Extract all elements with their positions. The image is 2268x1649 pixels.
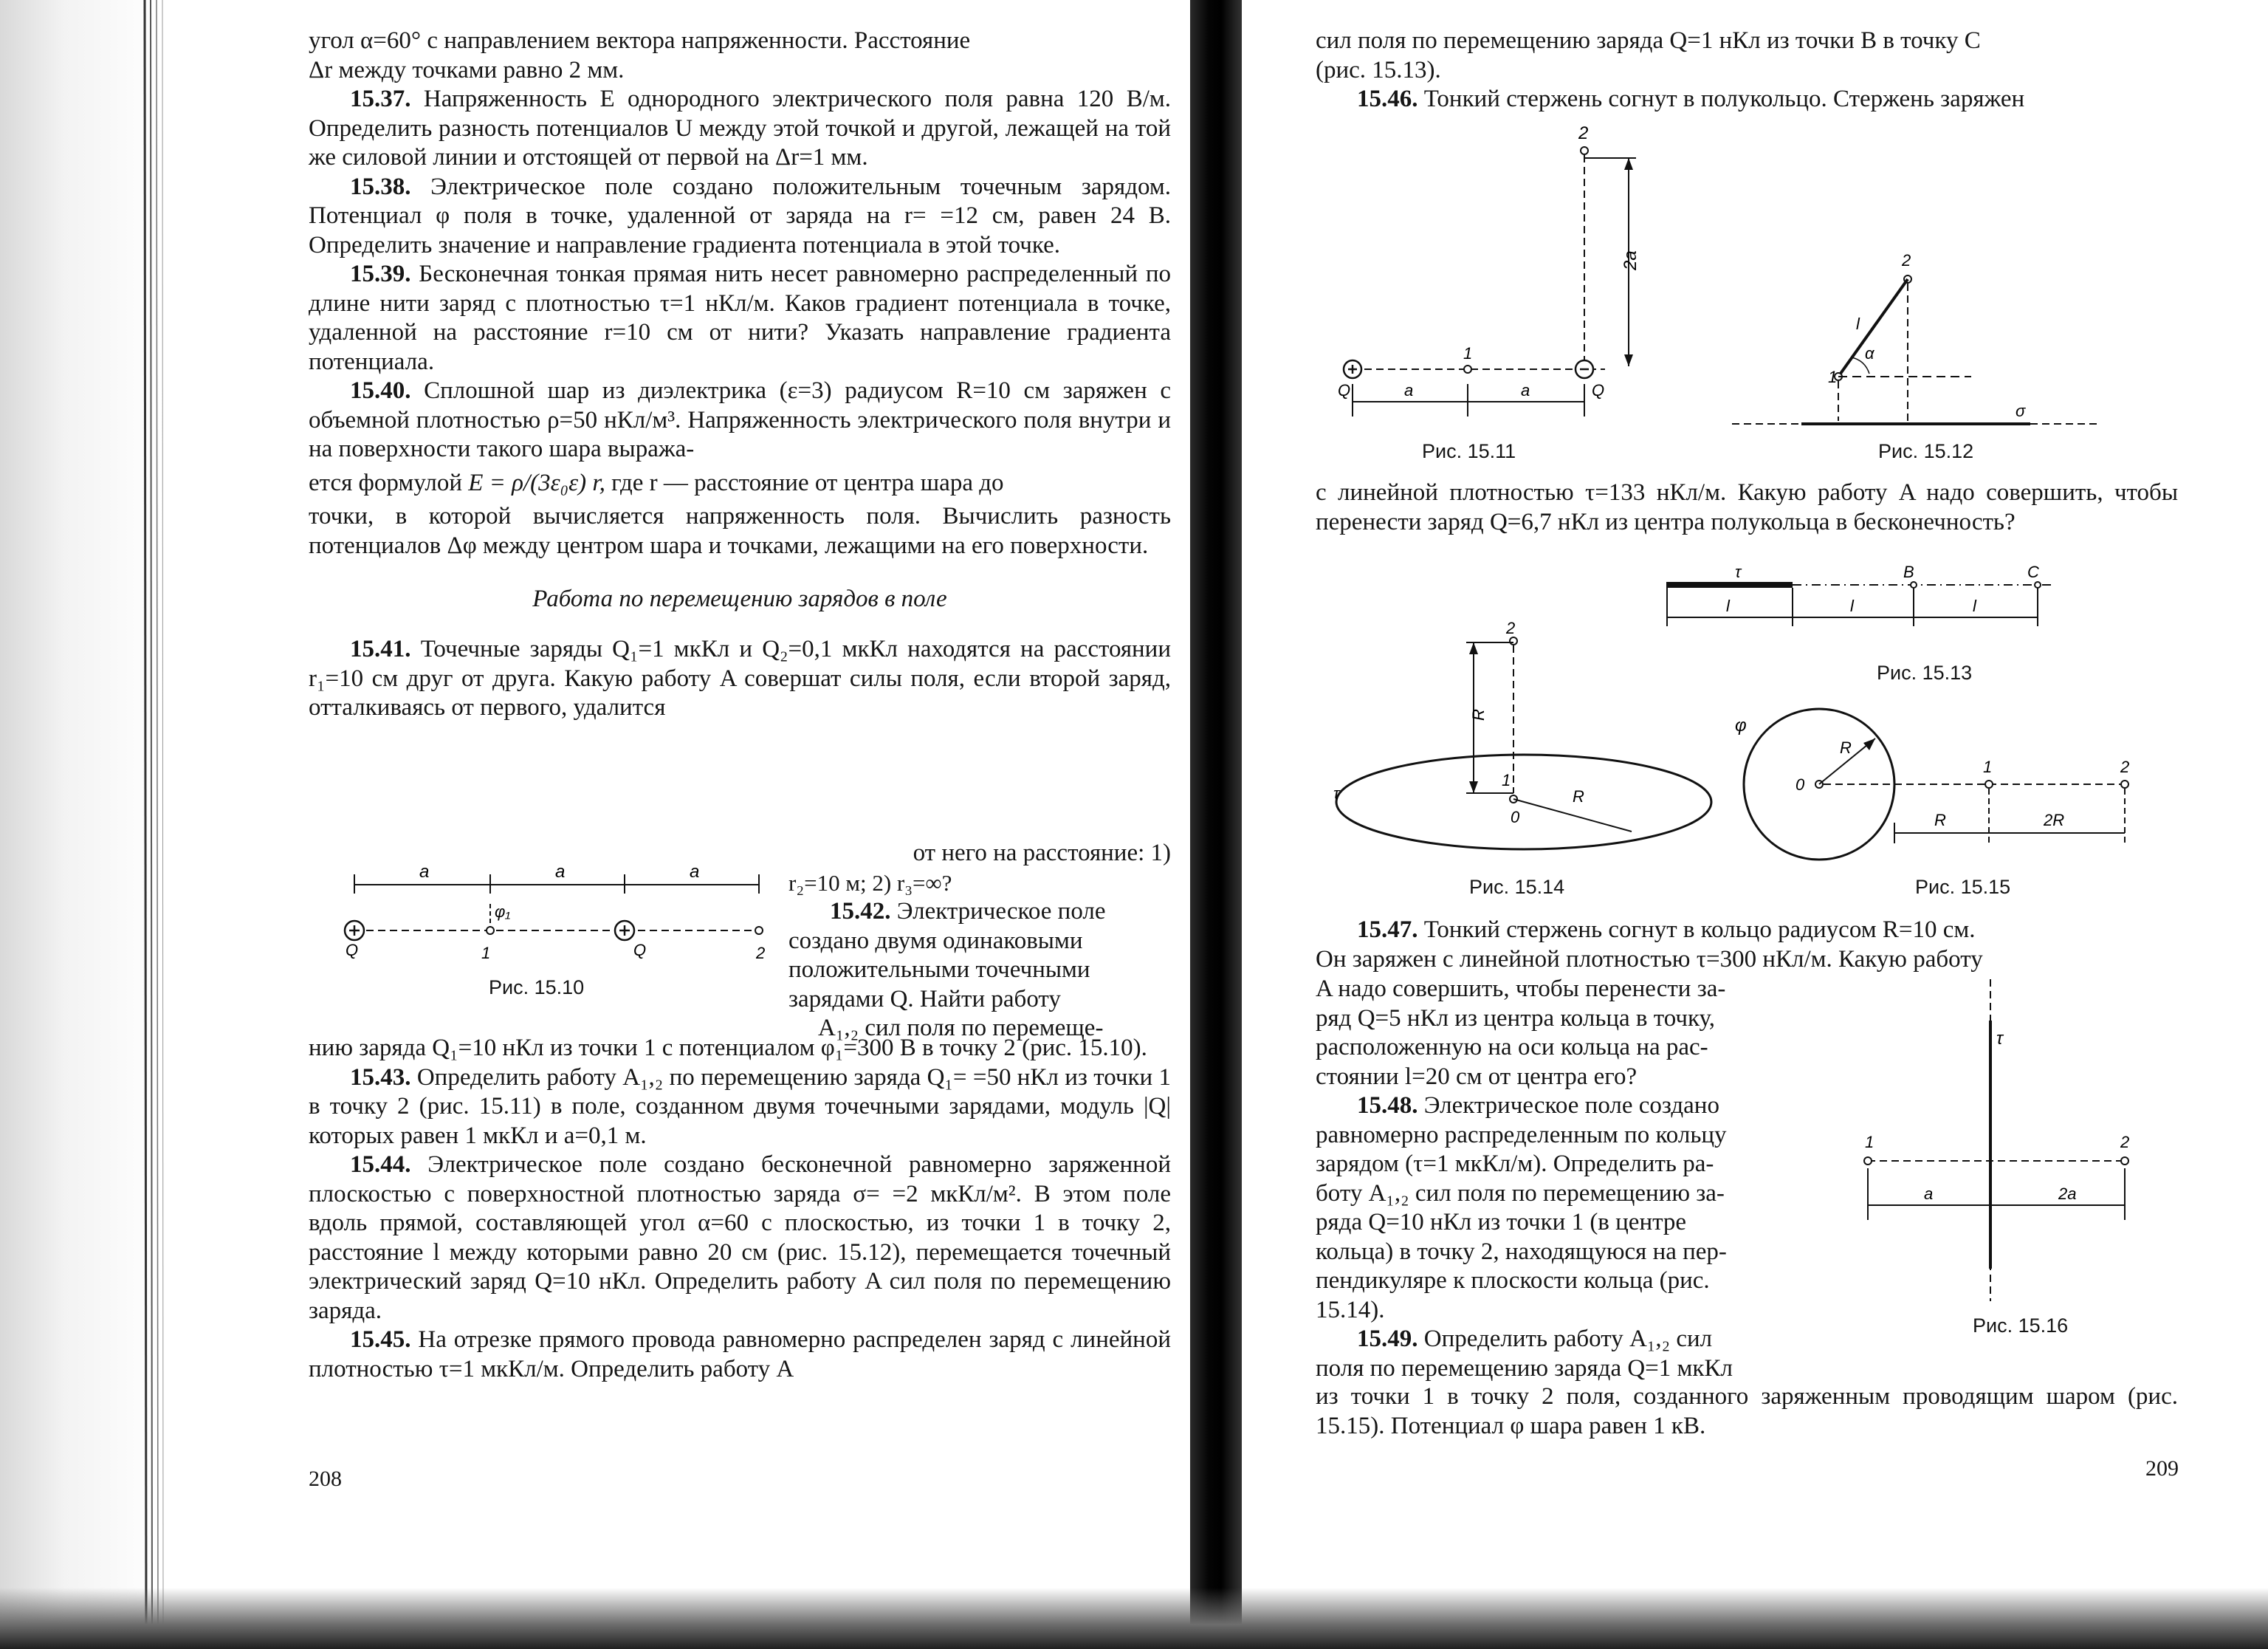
text-line: угол α=60° с направлением вектора напряженности. Расстояние [309,27,971,54]
problem-15-44 [309,1151,1171,1326]
text-line: равномерно распределенным по кольцу [1316,1121,1727,1148]
page-number: 209 [2145,1456,2179,1481]
label-q: Q [1592,381,1605,400]
label-point-2: 2 [1506,619,1516,637]
label-q: Q [346,941,359,959]
wrap-text-15-47-49 [1316,975,1840,1383]
figure-15-12 [1720,244,2104,436]
label-point-0: 0 [1511,808,1520,826]
label-b: B [1903,563,1914,581]
text-line: зарядом (τ=1 мкКл/м). Определить ра- [1316,1151,1714,1177]
text-line: сил поля по перемещению заряда Q=1 нКл из точки B в точку C [1316,27,1981,54]
label-alpha: α [1865,344,1874,363]
label-point-0: 0 [1796,775,1805,794]
problem-number: 15.38. [350,173,411,200]
label-q: Q [1338,381,1351,400]
problem-number: 15.39. [350,261,411,287]
figure-15-13 [1663,557,2076,645]
bottom-shadow [0,1588,2268,1649]
label-r: R [1573,787,1584,806]
problem-text: Напряженность E однородного электрического поля равна 120 В/м. Определить разность потенциалов U между этой точкой и другой, лежащей на той же силовой линии и отстоящей от первой на Δr=1 мм. [309,86,1171,171]
dim-label-a: a [690,862,700,882]
text-line: стоянии l=20 см от центра его? [1316,1063,1638,1090]
figure-15-11 [1330,118,1640,443]
dim-label-l: l [1973,597,1976,615]
text-line: расположенную на оси кольца на рас- [1316,1034,1708,1060]
text-line: от него на расстояние: 1) [913,840,1171,866]
label-point-2: 2 [1578,123,1589,143]
label-phi: φ [1735,716,1747,736]
dim-label-a: a [419,862,430,882]
figure-caption: Рис. 15.10 [489,976,585,998]
dim-label-l: l [1850,597,1854,615]
label-point-2: 2 [756,944,766,962]
page-number: 208 [309,1467,342,1491]
label-tau: τ [1735,563,1742,581]
label-tau: τ [1996,1029,2003,1049]
text-line: Δr между точками равно 2 мм. [309,56,625,83]
formula: E = ρ/(3ε₀ε) r, [468,469,605,496]
page-edge-lines [140,0,170,1649]
problem-15-45 [309,1326,1171,1384]
formula-suffix: где r — расстояние от центра шара до [611,469,1004,496]
label-point-1: 1 [1463,344,1473,363]
text-line: нию заряда Q₁=10 нКл из точки 1 с потенциалом φ₁=300 В в точку 2 (рис. 15.10). [309,1035,1147,1061]
problem-number: 15.42. [830,898,891,925]
label-tau: τ [1333,784,1340,803]
problem-text: Сплошной шар из диэлектрика (ε=3) радиусом R=10 см заряжен с объемной плотностью ρ=50 нКл/м³. Напряженность электрического поля внутри и на поверхности такого шара выража- [309,377,1172,462]
problem-text: На отрезке прямого провода равномерно распределен заряд с линейной плотностью τ=1 мкКл/м. Определить работу A [309,1326,1172,1382]
label-q: Q [633,941,647,959]
label-l: l [1856,315,1860,333]
problem-text: Электрическое поле создано положительным точечным зарядом. Потенциал φ поля в точке, удаленной от заряда на r= =12 см, равен 24 В. Определить значение и направление градиента потенциала в этой точке. [309,173,1171,258]
figure-caption: Рис. 15.15 [1915,876,2011,898]
figure-15-14 [1330,607,1714,858]
text-line: (рис. 15.13). [1316,56,1441,83]
formula-line [309,469,1171,498]
label-r: R [1840,738,1852,757]
figure-15-15 [1729,693,2142,870]
label-point-1: 1 [1502,771,1511,789]
label-point-1: 1 [1983,758,1993,776]
text-line: боту A₁,₂ сил поля по перемещению за- [1316,1179,1725,1207]
figure-caption: Рис. 15.13 [1877,662,1973,684]
problem-15-42 [788,897,1171,927]
problem-number: 15.43. [350,1063,411,1091]
text-line: Он заряжен с линейной плотностью τ=300 нКл/м. Какую работу [1316,945,1983,973]
figure-caption: Рис. 15.16 [1973,1314,2069,1337]
text-line: кольца) в точку 2, находящуюся на пер- [1316,1238,1727,1265]
section-title: Работа по перемещению зарядов в поле [532,586,947,612]
text-line: ряд Q=5 нКл из центра кольца в точку, [1316,1004,1716,1032]
text-line: зарядами Q. Найти работу [788,985,1061,1012]
text-line: Электрическое поле [896,898,1106,925]
page-edge-shadow [0,0,162,1649]
problem-number: 15.37. [350,86,411,112]
problem-text: из точки 1 в точку 2 поля, созданного заряженным проводящим шаром (рис. 15.15). Потенциал φ шара равен 1 кВ. [1316,1383,2178,1439]
problem-15-39 [309,260,1171,377]
problem-text: с линейной плотностью τ=133 нКл/м. Какую работу A надо совершить, чтобы перенести заряд Q=6,7 нКл из центра полукольца в бесконечность? [1316,479,2178,535]
problem-15-41 [309,635,1171,723]
text-line: Электрическое поле создано [1423,1092,1719,1119]
dim-label-r: R [1934,811,1946,829]
formula-prefix: ется формулой [309,469,462,496]
text-line: пендикуляре к плоскости кольца (рис. [1316,1267,1710,1294]
problem-15-43 [309,1063,1171,1151]
text-line: поля по перемещению заряда Q=1 мкКл [1316,1354,1733,1382]
problem-number: 15.45. [350,1326,411,1353]
problem-text: Электрическое поле создано бесконечной равномерно заряженной плоскостью с поверхностной плотностью заряда σ= =2 мкКл/м². В этом поле вдоль прямой, составляющей угол α=60 с плоскостью, из точки 1 в точку 2, расстояние l между которыми равно 20 см (рис. 15.12), перемещается точечный электрический заряд Q=10 нКл. Определить работу A сил поля по перемещению заряда. [309,1151,1171,1324]
problem-text: Тонкий стержень согнут в полукольцо. Стержень заряжен [1423,86,2025,112]
label-sigma: σ [2016,402,2026,420]
problem-number: 15.48. [1357,1092,1418,1119]
book-gutter [1190,0,1242,1649]
label-point-2: 2 [1902,251,1911,270]
dim-label-2a: 2a [1621,250,1640,270]
label-point-2: 2 [2120,1133,2130,1151]
text-line: положительными точечными [788,956,1090,983]
dim-label-a: a [1924,1185,1934,1203]
dim-label-l: l [1726,597,1730,615]
problem-15-40 [309,377,1171,464]
dim-label-2a: 2a [2058,1185,2077,1203]
problem-text: Бесконечная тонкая прямая нить несет равномерно распределенный по длине нити заряд с плотностью τ=1 нКл/м. Каков градиент потенциала в точке, удаленной на расстояние r=10 см от нити? Указать направление градиента потенциала. [309,261,1172,375]
problem-number: 15.49. [1357,1326,1418,1352]
dim-label-2r: 2R [2044,811,2065,829]
text-line: A₁,₂ сил поля по перемеще- [818,1015,1104,1041]
label-point-1: 1 [481,944,491,962]
label-c: C [2027,563,2039,581]
figure-caption: Рис. 15.12 [1878,440,1974,462]
text-line: Тонкий стержень согнут в кольцо радиусом R=10 см. [1423,916,1976,943]
problem-15-37 [309,85,1171,173]
problem-15-46 [1316,85,2178,114]
problem-number: 15.44. [350,1151,411,1178]
problem-15-48 [1316,1091,1840,1121]
figure-caption: Рис. 15.11 [1422,440,1516,462]
problem-15-49 [1316,1325,1840,1354]
label-point-2: 2 [2120,758,2130,776]
label-point-1: 1 [1828,368,1838,386]
text-line: 15.14). [1316,1296,1385,1323]
problem-number: 15.40. [350,377,411,404]
dim-label-r: R [1469,709,1488,721]
text-line: ряда Q=10 нКл из точки 1 (в центре [1316,1209,1687,1235]
label-point-1: 1 [1865,1133,1874,1151]
problem-15-47 [1316,916,2178,945]
problem-text: Определить работу A₁,₂ по перемещению заряда Q₁= =50 нКл из точки 1 в точку 2 (рис. 15.11) в поле, созданном двумя точечными зарядами, модуль |Q| которых равен 1 мкКл и a=0,1 м. [309,1063,1172,1149]
text-line: Определить работу A₁,₂ сил [1423,1326,1713,1352]
problem-number: 15.41. [350,636,411,662]
figure-caption: Рис. 15.14 [1469,876,1565,898]
dim-label-a: a [555,862,566,882]
label-phi1: φ₁ [495,902,511,921]
dim-label-a: a [1521,381,1530,400]
text-line: r₂=10 м; 2) r₃=∞? [788,869,952,896]
figure-15-16 [1862,976,2172,1316]
wrap-text-15-41-42 [788,839,1171,1043]
problem-text: точки, в которой вычисляется напряженность поля. Вычислить разность потенциалов Δφ между центром шара и точками, лежащими на его поверхности. [309,503,1171,559]
problem-text: Точечные заряды Q₁=1 мкКл и Q₂=0,1 мкКл находятся на расстоянии r₁=10 см друг от друга. Какую работу A совершат силы поля, если второй заряд, отталкиваясь от первого, удалится [309,636,1171,721]
problem-number: 15.47. [1357,916,1418,943]
problem-15-38 [309,173,1171,261]
text-line: A надо совершить, чтобы перенести за- [1316,976,1726,1002]
problem-number: 15.46. [1357,86,1418,112]
dim-label-a: a [1404,381,1414,400]
text-line: создано двумя одинаковыми [788,927,1083,954]
